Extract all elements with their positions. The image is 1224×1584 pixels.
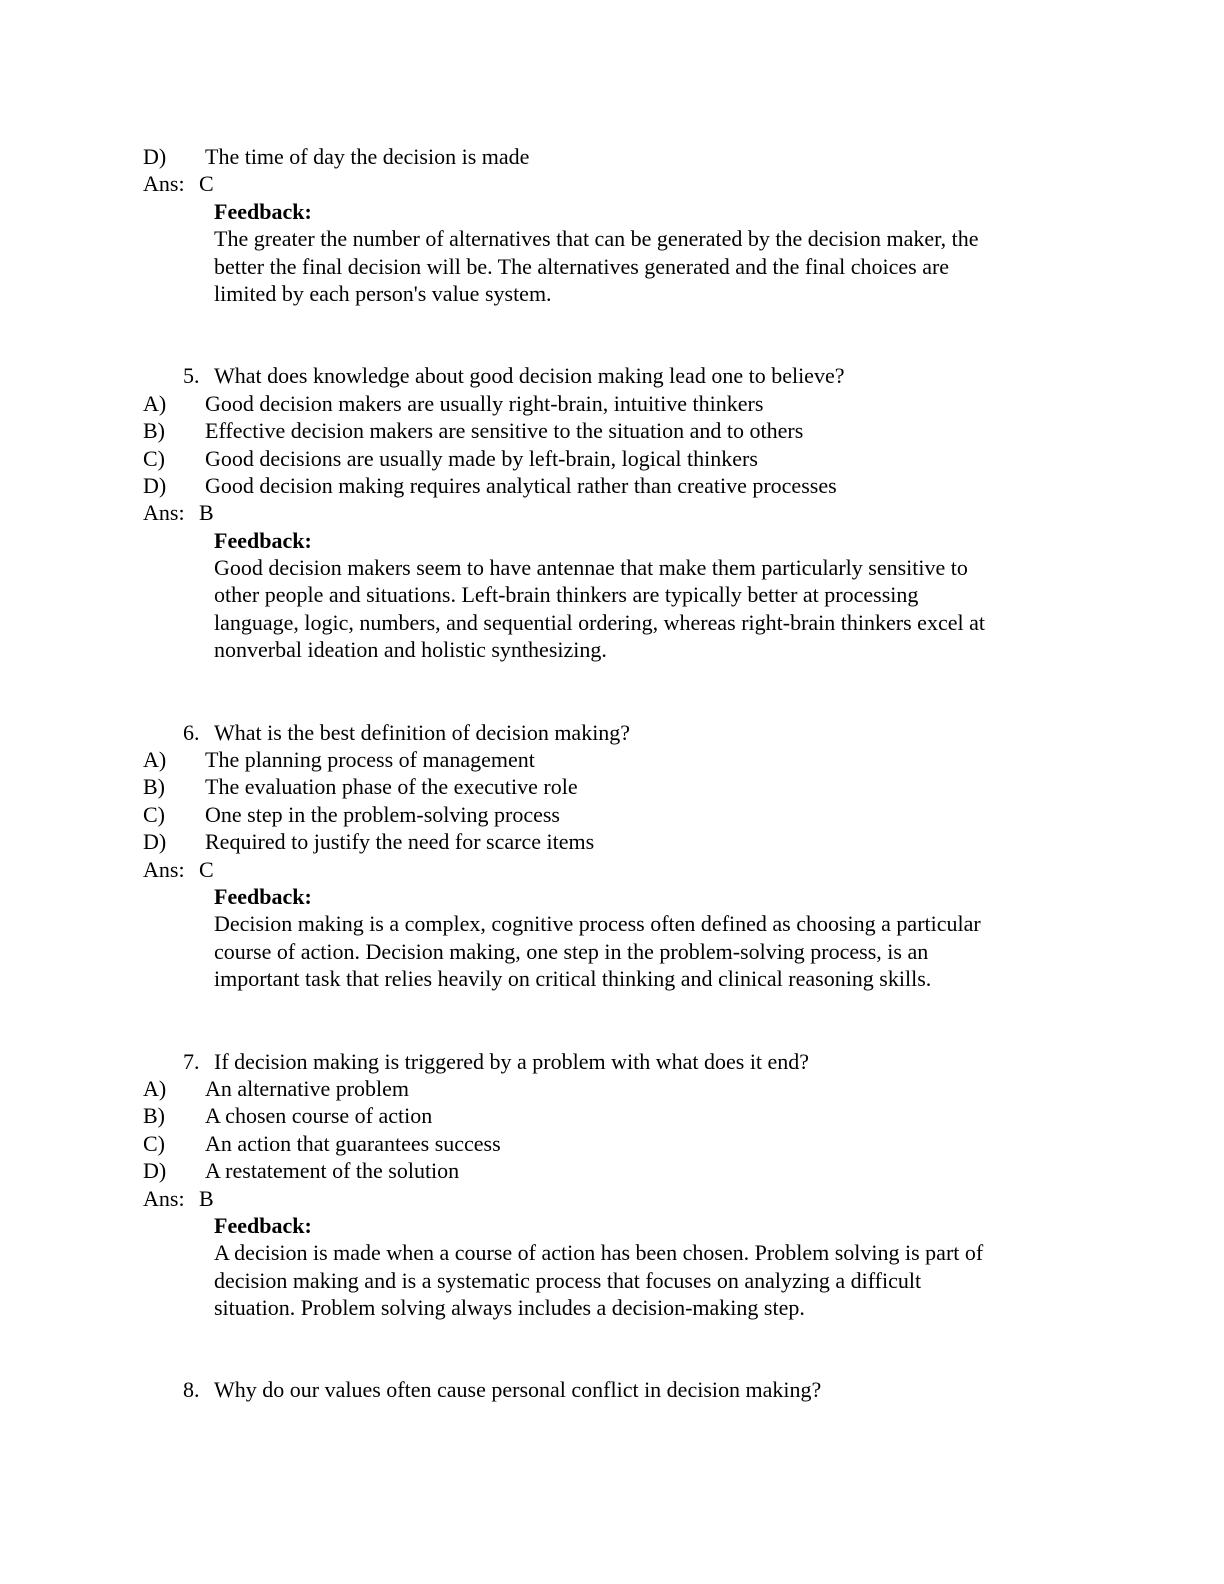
question-stem xyxy=(143,1376,1083,1403)
feedback-line: course of action. Decision making, one step in the problem-solving process, is an xyxy=(214,938,929,964)
answer-value: B xyxy=(199,500,214,526)
answer-option xyxy=(143,472,1083,499)
feedback-line: A decision is made when a course of action has been chosen. Problem solving is part of xyxy=(214,1240,984,1266)
question-number: 7. xyxy=(183,1048,200,1074)
option-text: One step in the problem-solving process xyxy=(205,801,560,827)
question-stem xyxy=(143,362,1083,389)
option-letter: D) xyxy=(143,829,167,855)
answer-option xyxy=(143,445,1083,472)
option-text: A chosen course of action xyxy=(205,1103,433,1129)
spacer xyxy=(143,664,1083,719)
question-block-6 xyxy=(143,719,1083,993)
feedback-line: Good decision makers seem to have antennae that make them particularly sensitive to xyxy=(214,555,968,581)
question-block-carryover xyxy=(143,143,1083,307)
answer-option xyxy=(143,1130,1083,1157)
answer-key xyxy=(143,170,1083,197)
answer-option xyxy=(143,1075,1083,1102)
option-text: Required to justify the need for scarce items xyxy=(205,829,595,855)
feedback-text xyxy=(214,1239,1083,1321)
answer-label: Ans: xyxy=(143,856,185,882)
option-letter: C) xyxy=(143,1130,165,1156)
answer-option xyxy=(143,773,1083,800)
feedback-text xyxy=(214,910,1083,992)
feedback-text xyxy=(214,554,1083,664)
answer-label: Ans: xyxy=(143,1185,185,1211)
option-letter: D) xyxy=(143,1158,167,1184)
feedback-text xyxy=(214,225,1083,307)
feedback-heading: Feedback: xyxy=(214,198,312,224)
question-block-8 xyxy=(143,1376,1083,1403)
question-stem xyxy=(143,1048,1083,1075)
option-letter: A) xyxy=(143,747,167,773)
feedback-heading: Feedback: xyxy=(214,883,312,909)
question-number: 5. xyxy=(183,363,200,389)
question-number: 8. xyxy=(183,1377,200,1403)
question-text: What is the best definition of decision making? xyxy=(214,719,631,745)
feedback-line: decision making and is a systematic process that focuses on analyzing a difficult xyxy=(214,1267,922,1293)
option-letter: C) xyxy=(143,445,165,471)
question-stem xyxy=(143,719,1083,746)
option-text: Effective decision makers are sensitive to the situation and to others xyxy=(205,418,804,444)
answer-value: B xyxy=(199,1185,214,1211)
feedback-line: language, logic, numbers, and sequential ordering, whereas right-brain thinkers excel at xyxy=(214,609,985,635)
option-letter: A) xyxy=(143,390,167,416)
answer-key xyxy=(143,856,1083,883)
option-letter: A) xyxy=(143,1075,167,1101)
option-text: The time of day the decision is made xyxy=(205,144,530,169)
answer-label: Ans: xyxy=(143,500,185,526)
answer-key xyxy=(143,499,1083,526)
question-block-5 xyxy=(143,362,1083,663)
answer-key xyxy=(143,1185,1083,1212)
spacer xyxy=(143,993,1083,1048)
answer-option xyxy=(143,1157,1083,1184)
option-text: The evaluation phase of the executive role xyxy=(205,774,578,800)
answer-option xyxy=(143,746,1083,773)
answer-option xyxy=(143,417,1083,444)
option-text: Good decisions are usually made by left-brain, logical thinkers xyxy=(205,445,758,471)
feedback-line: situation. Problem solving always includes a decision-making step. xyxy=(214,1295,805,1321)
answer-option xyxy=(143,801,1083,828)
option-text: Good decision making requires analytical rather than creative processes xyxy=(205,472,837,498)
answer-option xyxy=(143,828,1083,855)
option-letter: B) xyxy=(143,418,165,444)
option-letter: C) xyxy=(143,801,165,827)
feedback-heading: Feedback: xyxy=(214,1212,312,1238)
answer-option xyxy=(143,390,1083,417)
question-text: Why do our values often cause personal conflict in decision making? xyxy=(214,1377,822,1403)
question-number: 6. xyxy=(183,719,200,745)
option-letter: B) xyxy=(143,774,165,800)
spacer xyxy=(143,307,1083,362)
option-text: An action that guarantees success xyxy=(205,1130,501,1156)
feedback-line: Decision making is a complex, cognitive process often defined as choosing a particular xyxy=(214,911,981,937)
question-text: If decision making is triggered by a problem with what does it end? xyxy=(214,1048,810,1074)
feedback-line: The greater the number of alternatives that can be generated by the decision maker, the xyxy=(214,226,979,252)
feedback-line: better the final decision will be. The alternatives generated and the final choices are xyxy=(214,253,950,279)
feedback-line: limited by each person's value system. xyxy=(214,280,552,306)
answer-value: C xyxy=(199,171,214,197)
option-letter: B) xyxy=(143,1103,165,1129)
option-text: An alternative problem xyxy=(205,1075,410,1101)
option-letter: D) xyxy=(143,472,167,498)
feedback-line: other people and situations. Left-brain thinkers are typically better at processing xyxy=(214,582,919,608)
feedback-line: nonverbal ideation and holistic synthesizing. xyxy=(214,637,607,663)
spacer xyxy=(143,1321,1083,1376)
option-text: Good decision makers are usually right-brain, intuitive thinkers xyxy=(205,390,764,416)
feedback-heading: Feedback: xyxy=(214,527,312,553)
answer-option xyxy=(143,1102,1083,1129)
answer-value: C xyxy=(199,856,214,882)
answer-option xyxy=(143,143,1083,170)
document-page xyxy=(143,143,1083,1404)
answer-label: Ans: xyxy=(143,171,185,197)
option-letter: D) xyxy=(143,144,167,169)
question-text: What does knowledge about good decision making lead one to believe? xyxy=(214,363,845,389)
question-block-7 xyxy=(143,1048,1083,1322)
option-text: The planning process of management xyxy=(205,747,535,773)
option-text: A restatement of the solution xyxy=(205,1158,460,1184)
feedback-line: important task that relies heavily on critical thinking and clinical reasoning skills. xyxy=(214,966,932,992)
